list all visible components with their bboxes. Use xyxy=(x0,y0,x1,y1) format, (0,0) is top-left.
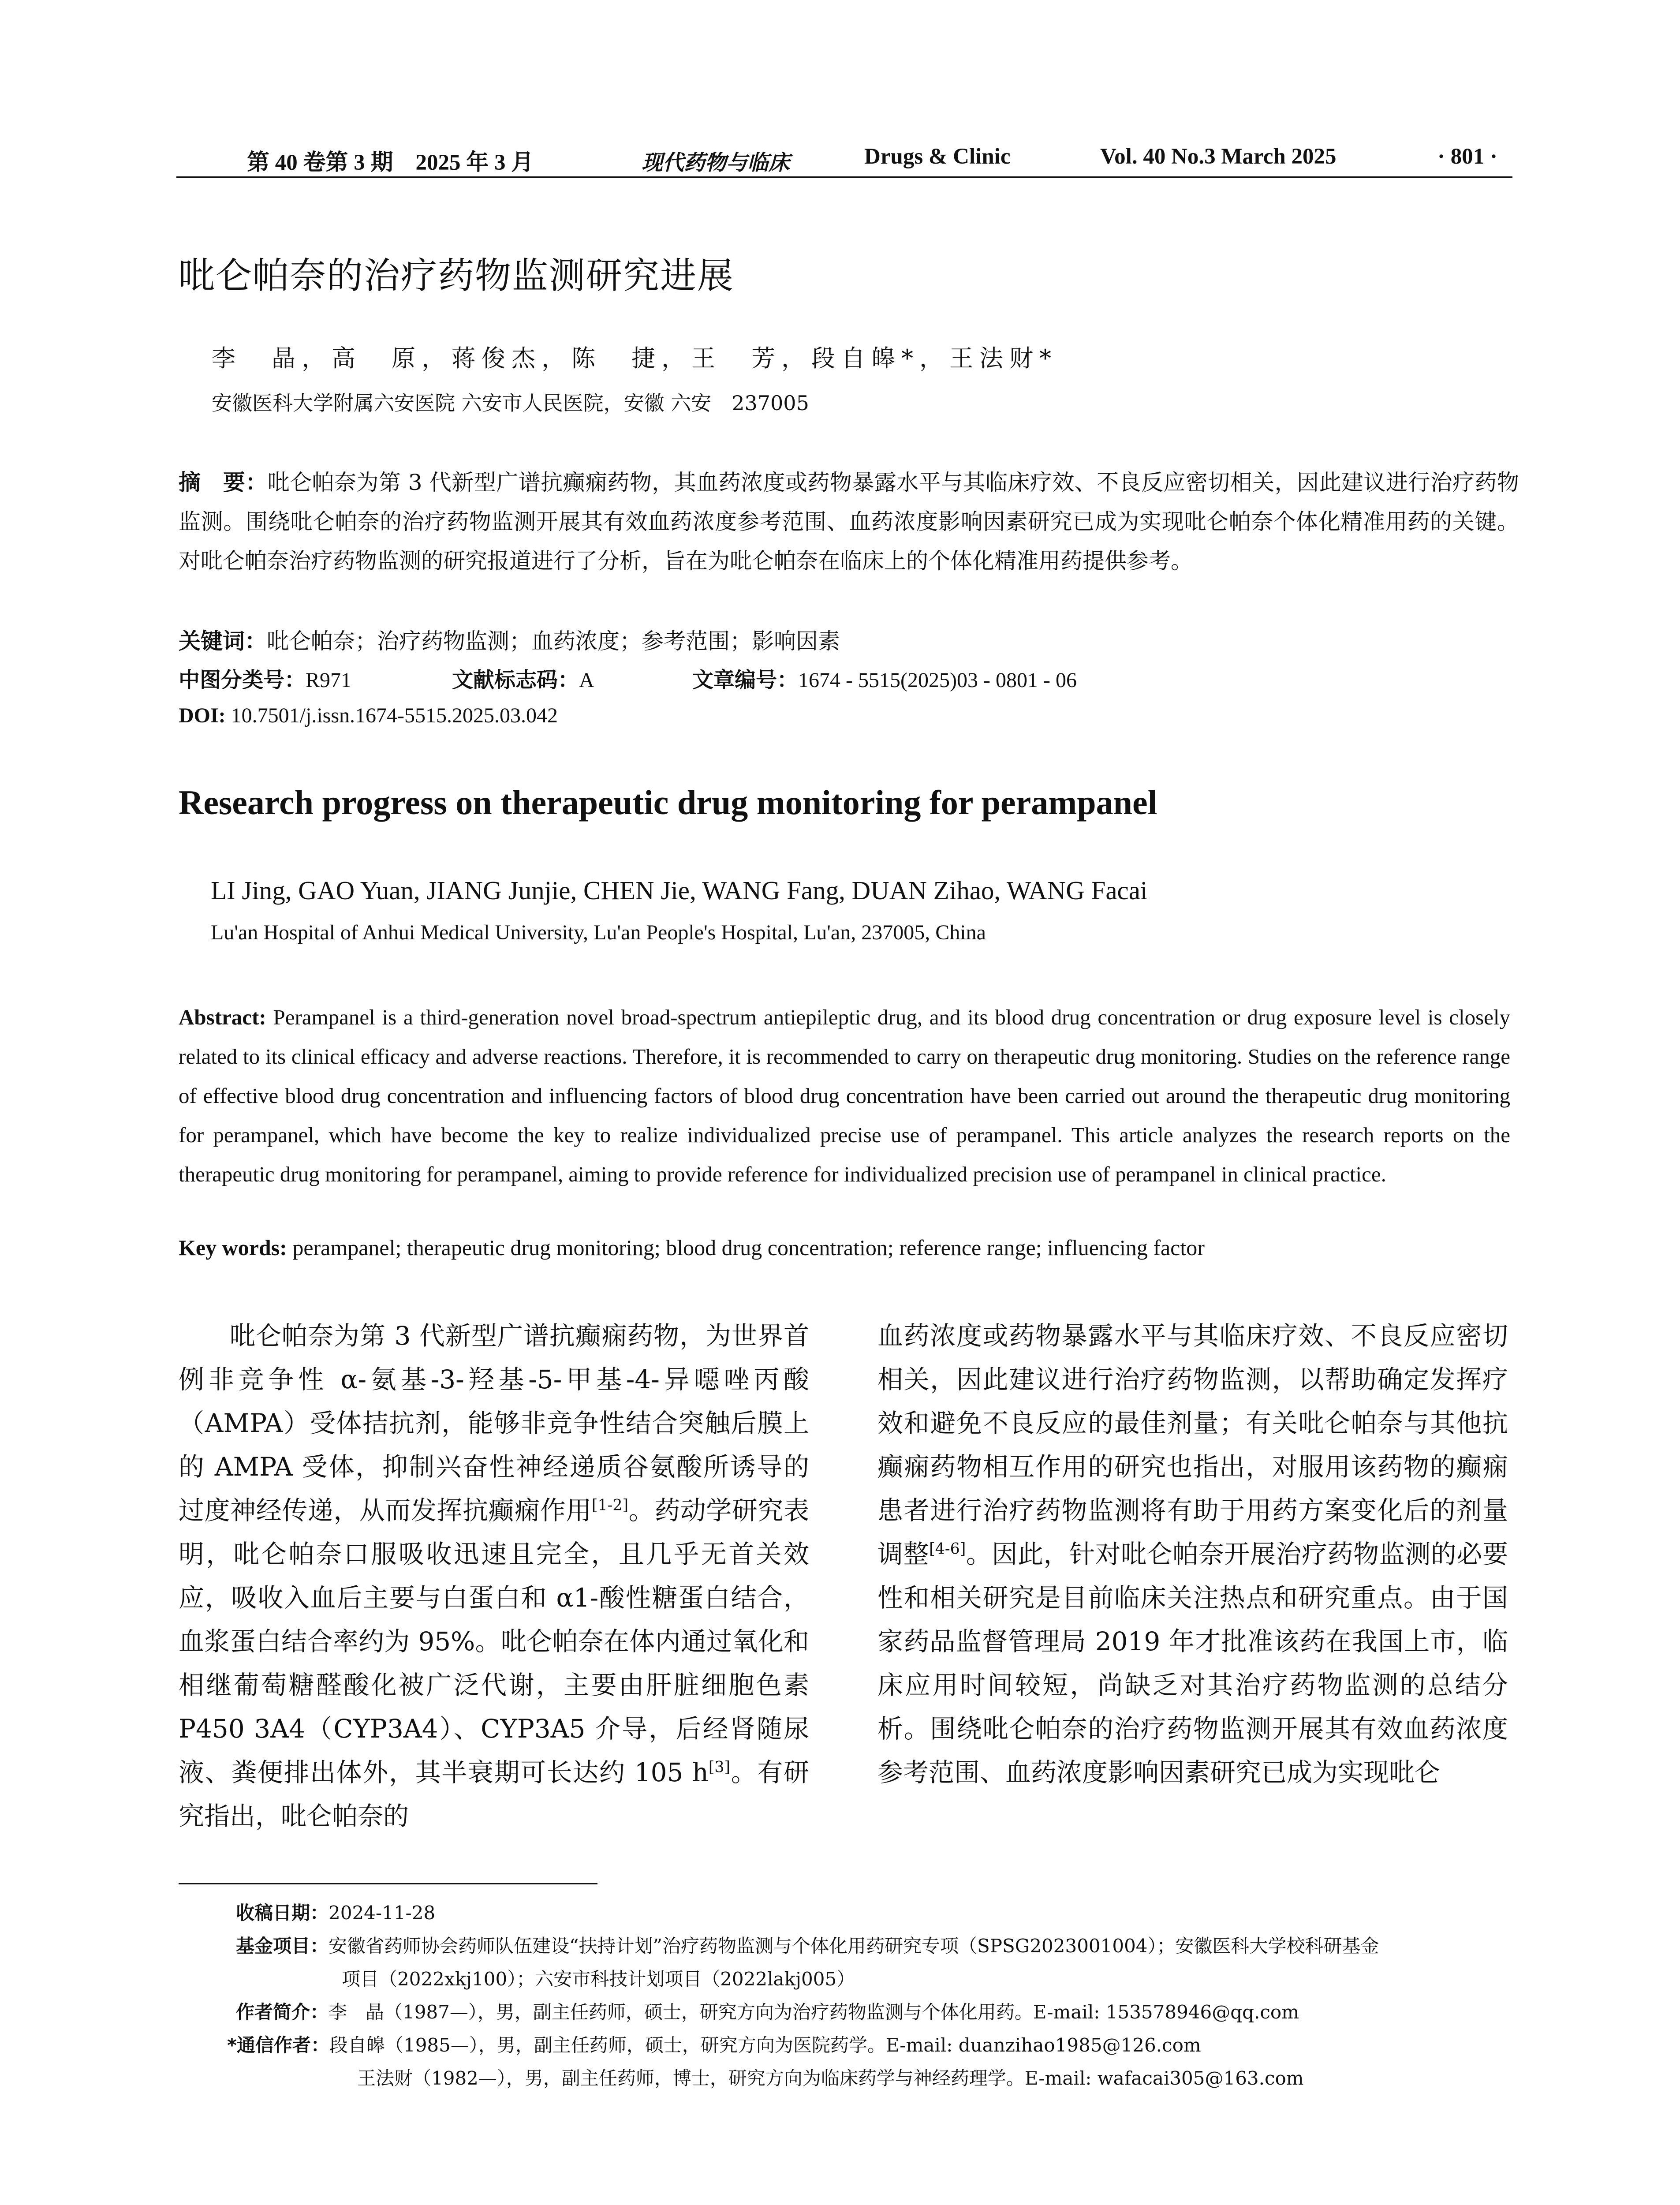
doi-label: DOI: xyxy=(179,704,226,727)
issue-cn: 第 40 卷第 3 期 2025 年 3 月 xyxy=(247,150,534,175)
footnote-rule xyxy=(179,1883,597,1884)
body-column-right xyxy=(877,1314,1508,1794)
footnote-fund-cont: 项目（2022xkj100）；六安市科技计划项目（2022lakj005） xyxy=(342,1968,855,1990)
authors-en: LI Jing, GAO Yuan, JIANG Junjie, CHEN Jie, WANG Fang, DUAN Zihao, WANG Facai xyxy=(211,876,1148,905)
doc-code-label: 文献标志码： xyxy=(452,668,579,692)
body-paragraph: 吡仑帕奈为第 3 代新型广谱抗癫痫药物，为世界首例非竞争性 α-氨基-3-羟基-5-甲基-4-异噁唑丙酸（AMPA）受体拮抗剂，能够非竞争性结合突触后膜上的 AMPA 受体，抑制兴奋性神经递质谷氨酸所诱导的过度神经传递，从而发挥抗癫痫作用[1-2]。药动学研究表明，吡仑帕奈口服吸收迅速且完全，且几乎无首关效应，吸收入血后主要与白蛋白和 α1-酸性糖蛋白结合，血浆蛋白结合率约为 95%。吡仑帕奈在体内通过氧化和相继葡萄糖醛酸化被广泛代谢，主要由肝脏细胞色素 P450 3A4（CYP3A4）、CYP3A5 介导，后经肾随尿液、粪便排出体外，其半衰期可长达约 105 h[3]。有研究指出，吡仑帕奈的 xyxy=(179,1321,809,1831)
footnote-corresponding-2: 王法财（1982—），男，副主任药师，博士，研究方向为临床药学与神经药理学。E-mail: wafacai305@163.com xyxy=(357,2067,1304,2089)
keywords-en xyxy=(179,1235,1205,1260)
footnote-received: 收稿日期：2024-11-28 xyxy=(236,1902,436,1924)
footnotes xyxy=(227,1896,1515,2095)
keywords-cn-text: 吡仑帕奈；治疗药物监测；血药浓度；参考范围；影响因素 xyxy=(267,628,840,654)
article-no-label: 文章编号： xyxy=(692,668,799,692)
authors-cn: 李 晶，高 原，蒋俊杰，陈 捷，王 芳，段自皞*，王法财* xyxy=(212,344,1057,372)
body-column-left xyxy=(179,1314,809,1838)
footnote-author: 作者简介：李 晶（1987—），男，副主任药师，硕士，研究方向为治疗药物监测与个体化用药。E-mail: 153578946@qq.com xyxy=(236,2001,1299,2023)
citation[interactable]: [1-2] xyxy=(591,1496,629,1514)
keywords-en-text: perampanel; therapeutic drug monitoring; blood drug concentration; reference range; influencing factor xyxy=(292,1235,1205,1260)
journal-name-cn: 现代药物与临床 xyxy=(642,150,790,175)
footnote-corresponding: *通信作者：段自皞（1985—），男，副主任药师，硕士，研究方向为医院药学。E-mail: duanzihao1985@126.com xyxy=(227,2034,1201,2056)
abstract-cn xyxy=(179,463,1519,581)
clc-value: R971 xyxy=(306,669,352,692)
header-rule xyxy=(176,176,1512,178)
keywords-en-label: Key words: xyxy=(179,1235,287,1260)
keywords-cn xyxy=(179,624,840,655)
abstract-en-label: Abstract: xyxy=(179,1005,266,1029)
keywords-cn-label: 关键词： xyxy=(179,628,267,654)
article-no-value: 1674 - 5515(2025)03 - 0801 - 06 xyxy=(798,669,1077,692)
abstract-cn-text: 吡仑帕奈为第 3 代新型广谱抗癫痫药物，其血药浓度或药物暴露水平与其临床疗效、不良反应密切相关，因此建议进行治疗药物监测。围绕吡仑帕奈的治疗药物监测开展其有效血药浓度参考范围、血药浓度影响因素研究已成为实现吡仑帕奈个体化精准用药的关键。对吡仑帕奈治疗药物监测的研究报道进行了分析，旨在为吡仑帕奈在临床上的个体化精准用药提供参考。 xyxy=(179,470,1519,574)
citation[interactable]: [3] xyxy=(708,1758,731,1776)
clc-label: 中图分类号： xyxy=(179,668,306,692)
journal-name-en: Drugs & Clinic xyxy=(864,144,1011,169)
doi-value[interactable]: 10.7501/j.issn.1674-5515.2025.03.042 xyxy=(231,704,558,727)
citation[interactable]: [4-6] xyxy=(929,1540,966,1558)
doi xyxy=(179,703,558,728)
body-paragraph: 血药浓度或药物暴露水平与其临床疗效、不良反应密切相关，因此建议进行治疗药物监测，以帮助确定发挥疗效和避免不良反应的最佳剂量；有关吡仑帕奈与其他抗癫痫药物相互作用的研究也指出，对服用该药物的癫痫患者进行治疗药物监测将有助于用药方案变化后的剂量调整[4-6]。因此，针对吡仑帕奈开展治疗药物监测的必要性和相关研究是目前临床关注热点和研究重点。由于国家药品监督管理局 2019 年才批准该药在我国上市，临床应用时间较短，尚缺乏对其治疗药物监测的总结分析。围绕吡仑帕奈的治疗药物监测开展其有效血药浓度参考范围、血药浓度影响因素研究已成为实现吡仑 xyxy=(877,1321,1508,1787)
article-title-cn: 吡仑帕奈的治疗药物监测研究进展 xyxy=(179,255,735,297)
running-header xyxy=(176,141,1512,176)
affiliation-cn: 安徽医科大学附属六安医院 六安市人民医院，安徽 六安 237005 xyxy=(212,391,809,415)
issue-en: Vol. 40 No.3 March 2025 xyxy=(1100,144,1337,169)
classification-line xyxy=(179,663,1077,693)
footnote-fund: 基金项目：安徽省药师协会药师队伍建设“扶持计划”治疗药物监测与个体化用药研究专项（SPSG2023001004）；安徽医科大学校科研基金 xyxy=(236,1935,1379,1957)
affiliation-en: Lu'an Hospital of Anhui Medical University, Lu'an People's Hospital, Lu'an, 237005, China xyxy=(211,921,986,944)
abstract-en-text: Perampanel is a third-generation novel broad-spectrum antiepileptic drug, and its blood drug concentration or drug exposure level is closely related to its clinical efficacy and adverse reactions. Therefore, it is recommended to carry on therapeutic drug monitoring. Studies on the reference range of effective blood drug concentration and influencing factors of blood drug concentration have been carried out around the therapeutic drug monitoring for perampanel, which have become the key to realize individualized precise use of perampanel. This article analyzes the research reports on the therapeutic drug monitoring for perampanel, aiming to provide reference for individualized precision use of perampanel in clinical practice. xyxy=(179,1005,1511,1186)
doc-code-value: A xyxy=(579,669,594,692)
abstract-en xyxy=(179,998,1510,1194)
article-title-en: Research progress on therapeutic drug monitoring for perampanel xyxy=(179,783,1157,822)
page-number: · 801 · xyxy=(1437,144,1498,169)
abstract-cn-label: 摘 要： xyxy=(179,470,268,495)
